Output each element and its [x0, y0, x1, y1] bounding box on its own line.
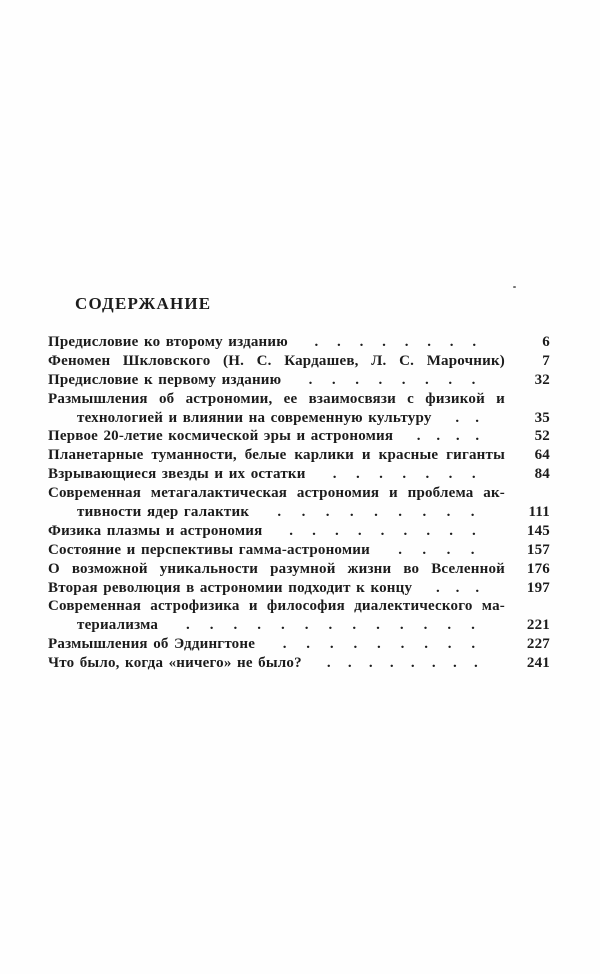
page-number: 221 — [526, 617, 550, 634]
leader-dot: . — [452, 655, 457, 672]
leader-dot: . — [410, 655, 415, 672]
toc-entry-text: Первое 20-летие космической эры и астрономия — [48, 428, 394, 445]
leader-dot: . — [427, 334, 432, 350]
leader-dot: . — [472, 522, 476, 539]
leader-dot: . — [277, 504, 282, 521]
leader-dots — [281, 371, 505, 390]
leader-dot: . — [436, 428, 441, 445]
leader-dot: . — [331, 371, 336, 388]
leader-dot: . — [435, 579, 440, 596]
leader-dot: . — [185, 617, 190, 634]
leader-dots — [249, 503, 505, 522]
leader-dot: . — [281, 617, 285, 634]
toc-entry-line — [48, 465, 550, 484]
toc-entry — [48, 560, 550, 579]
leader-dot: . — [470, 504, 475, 521]
toc-entry — [48, 484, 550, 522]
toc-entry — [48, 654, 550, 673]
toc-entry-continuation: териализма — [77, 617, 159, 634]
toc-entry-text: Современная астрофизика и философия диалектического ма- — [48, 598, 505, 615]
leader-dot: . — [475, 428, 480, 445]
toc-entry — [48, 465, 550, 484]
toc-entry — [48, 579, 550, 598]
toc-entry-text: Планетарные туманности, белые карлики и красные гиганты — [48, 447, 505, 464]
leader-dot: . — [404, 334, 409, 350]
leader-dot: . — [328, 617, 333, 634]
leader-dot: . — [402, 466, 407, 483]
leader-dot: . — [282, 636, 287, 653]
leader-dot: . — [447, 617, 452, 634]
leader-dot: . — [398, 504, 403, 521]
leader-dot: . — [400, 636, 405, 653]
leader-dot: . — [349, 504, 354, 521]
leader-dot: . — [334, 522, 339, 539]
leader-dot: . — [314, 334, 319, 350]
toc-entry-text: Предисловие ко второму изданию — [48, 334, 288, 350]
toc-entry-line — [48, 333, 550, 352]
toc-entry-continuation: тивности ядер галактик — [77, 504, 250, 521]
leader-dot: . — [376, 617, 381, 634]
leader-dot: . — [446, 541, 451, 558]
leader-dot: . — [448, 371, 453, 388]
toc-entry-text: Взрывающиеся звезды и их остатки — [48, 466, 306, 483]
toc-entry-line — [48, 446, 550, 465]
toc-entry-line — [48, 560, 550, 579]
leader-dots — [262, 522, 505, 541]
page-number: 32 — [534, 371, 550, 388]
leader-dot: . — [377, 636, 381, 653]
leader-dot: . — [449, 522, 454, 539]
leader-dot: . — [382, 334, 387, 350]
toc-entry — [48, 427, 550, 446]
leader-dot: . — [455, 409, 460, 426]
leader-dot: . — [473, 655, 478, 672]
toc-entry-text: Предисловие к первому изданию — [48, 371, 282, 388]
page-number: 52 — [534, 428, 550, 445]
toc-entry-line — [48, 371, 550, 390]
leader-dot: . — [306, 636, 311, 653]
leader-dot: . — [403, 522, 408, 539]
leader-dots — [412, 579, 505, 598]
toc-entry-text: Что было, когда «ничего» не было? — [48, 655, 302, 672]
leader-dot: . — [424, 636, 429, 653]
leader-dot: . — [353, 636, 358, 653]
page-number: 176 — [526, 560, 550, 577]
leader-dot: . — [289, 522, 294, 539]
toc-entry — [48, 390, 550, 428]
leader-dots — [302, 654, 505, 673]
toc-entry-line — [48, 654, 550, 673]
leader-dot: . — [355, 466, 360, 483]
leader-dots — [370, 541, 505, 560]
leader-dot: . — [380, 522, 385, 539]
toc-entry-text: Состояние и перспективы гамма-астрономии — [48, 541, 370, 558]
leader-dot: . — [470, 541, 475, 558]
leader-dot: . — [347, 655, 352, 672]
leader-dot: . — [472, 334, 477, 350]
toc-entry — [48, 541, 550, 560]
leader-dot: . — [423, 617, 428, 634]
toc-title: СОДЕРЖАНИЕ — [75, 294, 212, 313]
toc-entry — [48, 371, 550, 390]
leader-dot: . — [448, 466, 453, 483]
toc-entry-line — [48, 541, 550, 560]
toc-entry — [48, 522, 550, 541]
toc-entry-text: Вторая революция в астрономии подходит к концу — [48, 579, 413, 596]
toc-content — [48, 296, 550, 673]
leader-dot: . — [329, 636, 334, 653]
toc-entry-text: Физика плазмы и астрономия — [48, 522, 263, 539]
page-number: 84 — [534, 466, 550, 483]
toc-entry-line — [48, 635, 550, 654]
table-of-contents — [48, 333, 550, 673]
toc-entry — [48, 352, 550, 371]
leader-dots — [158, 616, 505, 635]
leader-dots — [432, 409, 505, 428]
leader-dot: . — [355, 371, 360, 388]
toc-entry-text: Современная метагалактическая астрономия и проблема ак- — [48, 485, 505, 502]
leader-dot: . — [425, 466, 430, 483]
leader-dots — [306, 465, 505, 484]
toc-entry-text: Размышления об астрономии, ее взаимосвязи с физикой и — [48, 390, 505, 407]
leader-dot: . — [325, 504, 330, 521]
toc-entry-continuation: технологией и влиянии на современную культуру — [77, 409, 432, 426]
leader-dot: . — [332, 466, 337, 483]
leader-dot: . — [368, 655, 373, 672]
page-number: 241 — [526, 655, 550, 672]
page-number: 7 — [542, 352, 550, 369]
leader-dots — [255, 635, 505, 654]
leader-dot: . — [398, 541, 403, 558]
leader-dot: . — [374, 504, 379, 521]
page-number: 145 — [526, 522, 550, 539]
leader-dot: . — [359, 334, 364, 350]
leader-dot: . — [389, 655, 394, 672]
toc-entry-line — [48, 522, 550, 541]
toc-entry-line — [48, 409, 550, 428]
leader-dot: . — [308, 371, 313, 388]
leader-dot: . — [379, 466, 384, 483]
scan-speck — [513, 286, 516, 288]
leader-dots — [393, 427, 505, 446]
page-number: 6 — [542, 334, 550, 350]
leader-dot: . — [471, 617, 476, 634]
toc-entry-line — [48, 427, 550, 446]
leader-dot: . — [455, 428, 460, 445]
leader-dot: . — [304, 617, 309, 634]
toc-entry — [48, 597, 550, 635]
leader-dot: . — [301, 504, 306, 521]
page-number: 111 — [528, 504, 550, 521]
leader-dot: . — [399, 617, 404, 634]
page-number: 64 — [534, 447, 550, 464]
leader-dot: . — [326, 655, 331, 672]
leader-dot: . — [337, 334, 341, 350]
toc-entry-line — [48, 352, 550, 371]
toc-entry-text: Феномен Шкловского (Н. С. Кардашев, Л. С. Марочник) — [48, 352, 505, 369]
leader-dot: . — [233, 617, 238, 634]
leader-dot: . — [357, 522, 362, 539]
toc-entry-line — [48, 503, 550, 522]
leader-dot: . — [312, 522, 317, 539]
leader-dot: . — [401, 371, 406, 388]
leader-dot: . — [422, 504, 427, 521]
toc-entry — [48, 446, 550, 465]
leader-dot: . — [471, 466, 476, 483]
toc-entry-line — [48, 579, 550, 598]
leader-dot: . — [431, 655, 436, 672]
leader-dot: . — [352, 617, 357, 634]
leader-dot: . — [471, 636, 476, 653]
leader-dot: . — [425, 371, 429, 388]
toc-entry — [48, 333, 550, 352]
page-number: 35 — [534, 409, 550, 426]
leader-dot: . — [455, 579, 460, 596]
leader-dot: . — [257, 617, 262, 634]
toc-entry-text: О возможной уникальности разумной жизни во Вселенной — [48, 560, 505, 577]
leader-dot: . — [416, 428, 421, 445]
leader-dot: . — [426, 522, 431, 539]
page-number: 227 — [526, 636, 550, 653]
toc-entry-text: Размышления об Эддингтоне — [48, 636, 256, 653]
leader-dot: . — [447, 636, 452, 653]
leader-dot: . — [422, 541, 427, 558]
toc-entry-line — [48, 616, 550, 635]
leader-dot: . — [378, 371, 383, 388]
leader-dot: . — [471, 371, 476, 388]
leader-dot: . — [209, 617, 214, 634]
leader-dot: . — [475, 409, 480, 426]
leader-dot: . — [475, 579, 480, 596]
leader-dot: . — [446, 504, 451, 521]
leader-dot: . — [449, 334, 454, 350]
page-number: 157 — [526, 541, 550, 558]
page-number: 197 — [526, 579, 550, 596]
toc-entry — [48, 635, 550, 654]
leader-dots — [288, 333, 505, 352]
